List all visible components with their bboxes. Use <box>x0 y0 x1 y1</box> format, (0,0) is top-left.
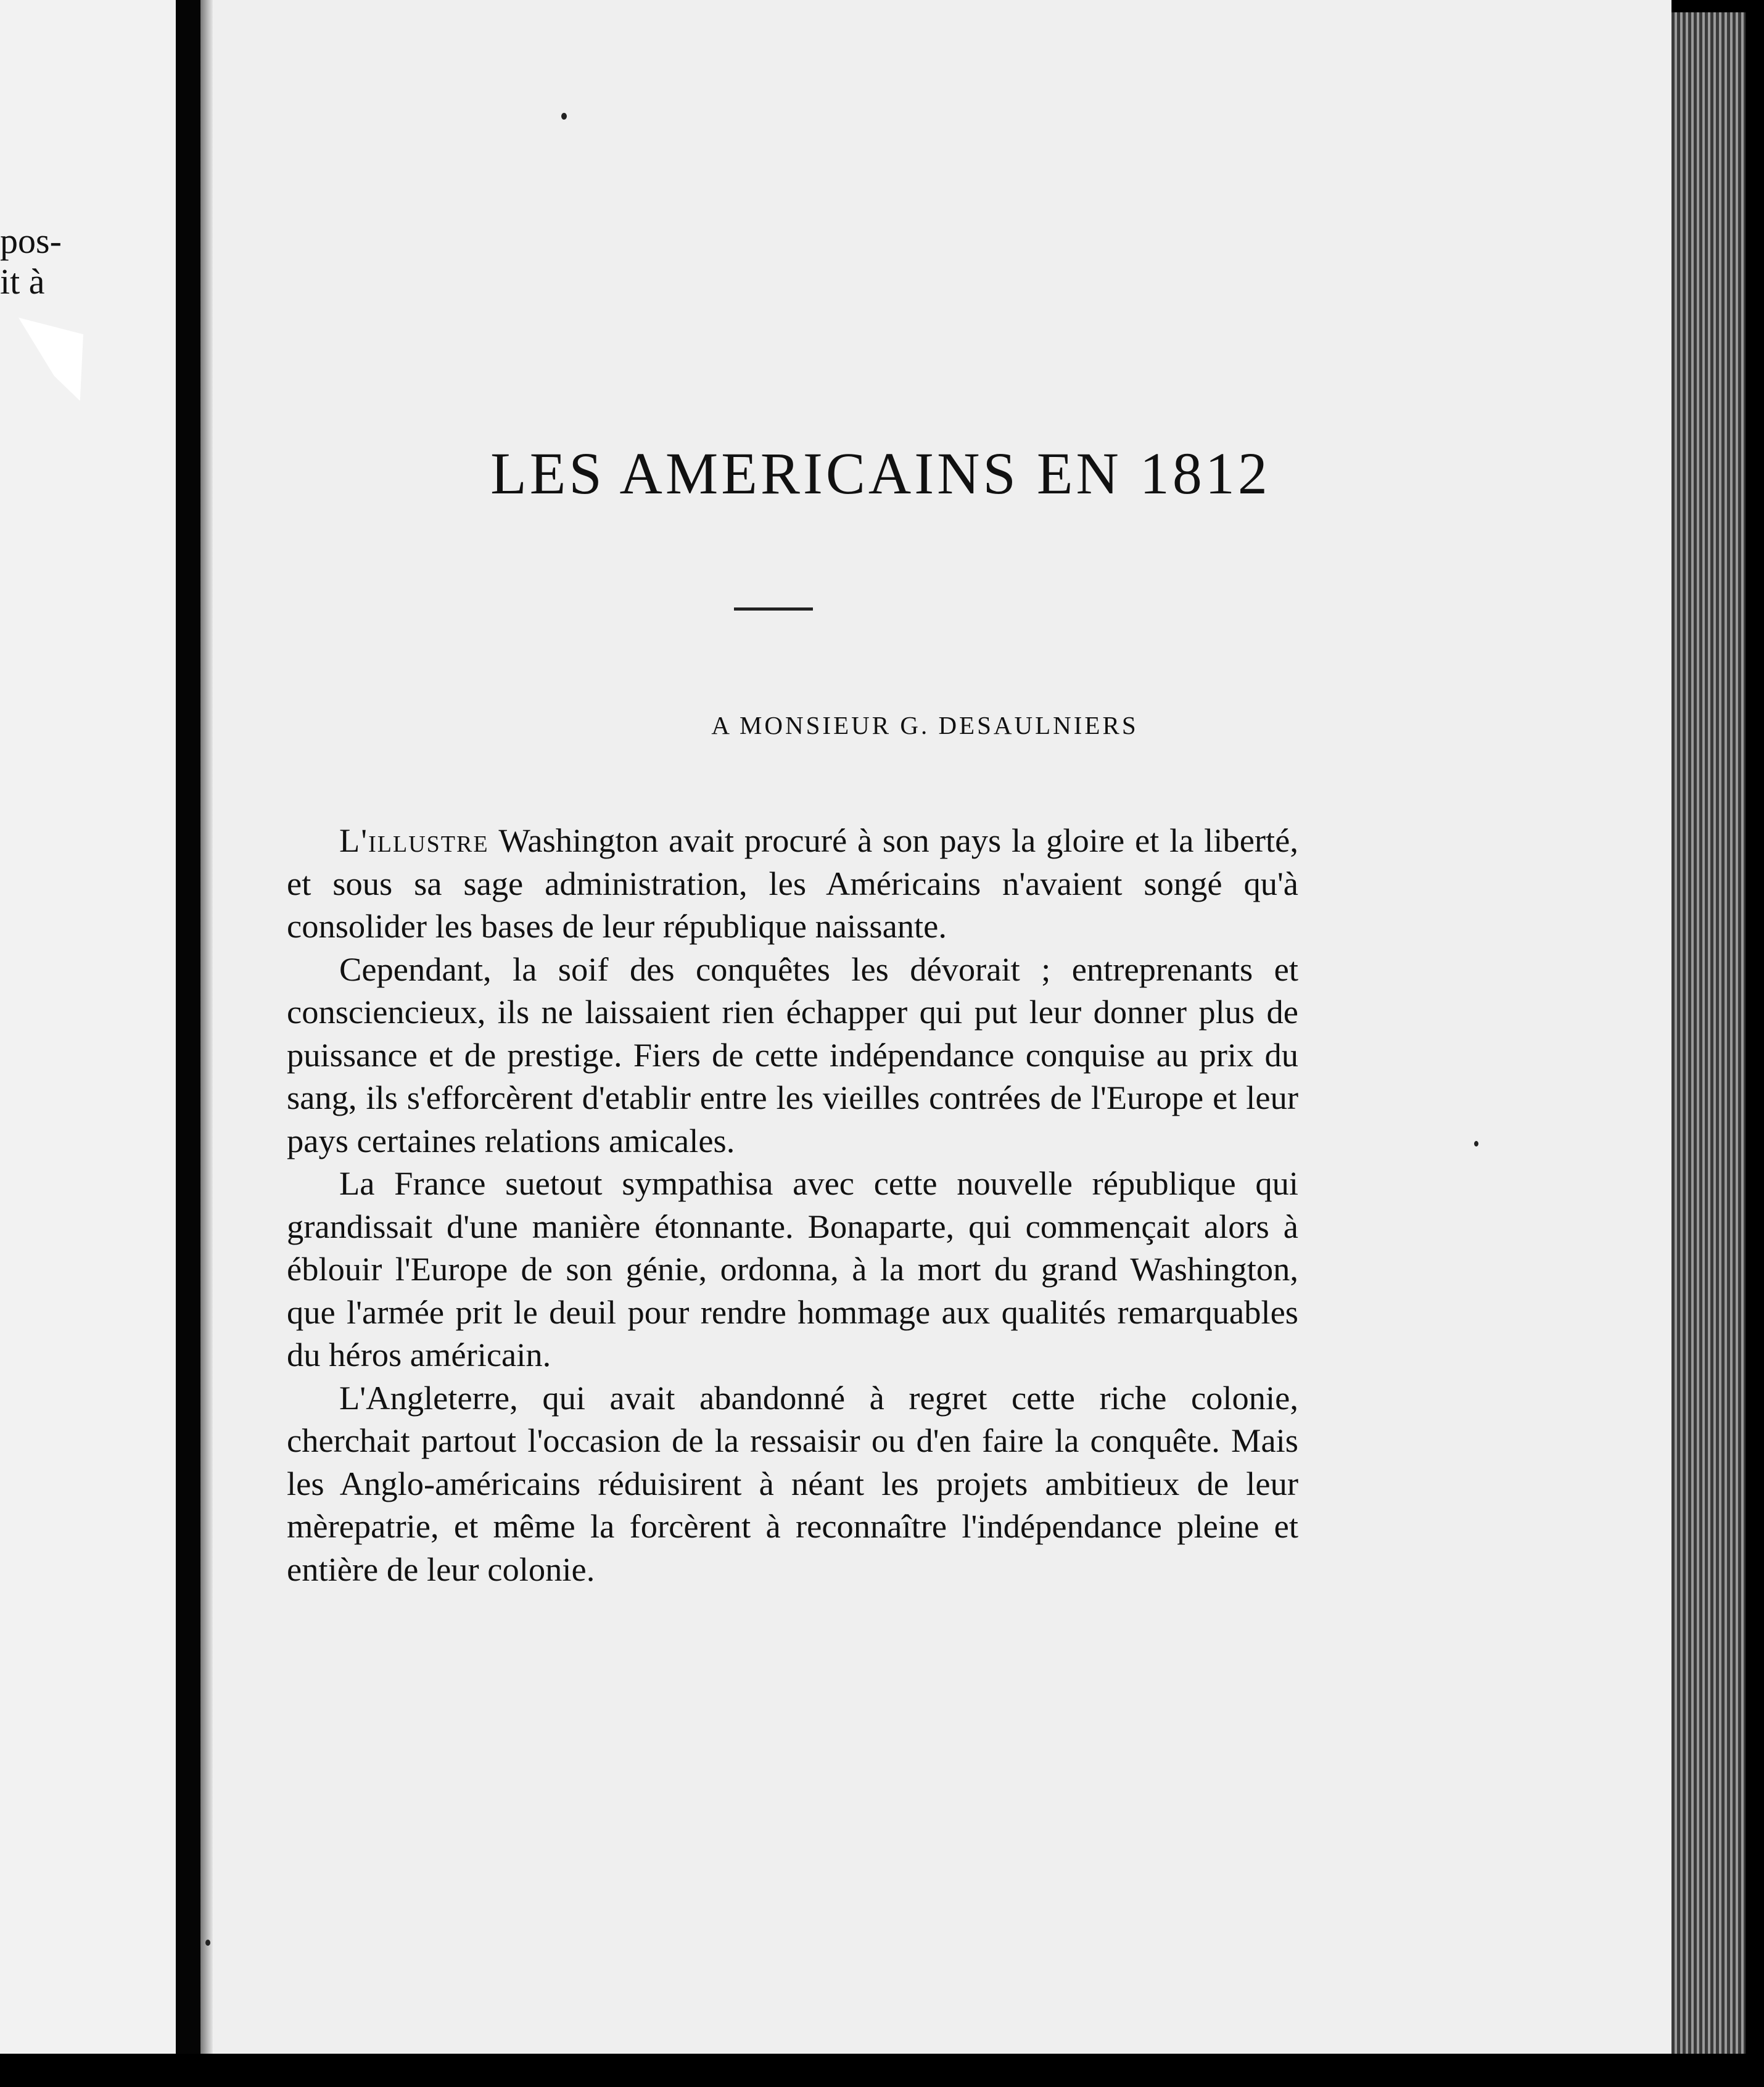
book-gutter <box>176 0 200 2087</box>
gutter-shadow <box>200 0 213 2087</box>
body-text <box>287 819 1298 1591</box>
chapter-title: LES AMERICAINS EN 1812 <box>490 440 1271 506</box>
paragraph: Cependant, la soif des conquêtes les dévorait ; entreprenants et consciencieux, ils ne laissaient rien échapper qui put leur donner plus de puissance et de prestige. Fiers de cette indépendance conquise au prix du sang, ils s'efforcèrent d'etablir entre les vieilles contrées de l'Europe et leur pays certaines relations amicales. <box>287 950 1298 1159</box>
previous-page-fragment: pos- <box>0 221 62 261</box>
previous-page-fragment: it à <box>0 261 45 302</box>
ink-speck <box>1474 1141 1478 1146</box>
lead-word: L'illustre <box>339 821 489 859</box>
ink-speck <box>561 113 567 120</box>
page-edges-stack <box>1671 12 1745 2054</box>
previous-page-edge <box>0 0 176 2087</box>
paragraph <box>287 819 1298 948</box>
scan-bottom-border <box>0 2054 1764 2087</box>
scan-artifact <box>19 318 83 401</box>
ink-speck <box>205 1940 210 1946</box>
dedication: A MONSIEUR G. DESAULNIERS <box>711 711 1139 739</box>
paragraph: L'Angleterre, qui avait abandonné à regret cette riche colonie, cherchait partout l'occasion de la ressaisir ou d'en faire la conquête. Mais les Anglo-américains réduisirent à néant les projets ambitieux de leur mèrepatrie, et même la forcèrent à reconnaître l'indépendance pleine et entière de leur colonie. <box>287 1378 1298 1588</box>
paragraph-text: Washington avait procuré à son pays la gloire et la liberté, et sous sa sage administration, les Américains n'avaient songé qu'à consolider les bases de leur république naissante. <box>287 821 1298 945</box>
title-rule <box>734 607 813 611</box>
book-page <box>213 0 1671 2054</box>
paragraph: La France suetout sympathisa avec cette nouvelle république qui grandissait d'une manière étonnante. Bonaparte, qui commençait alors à éblouir l'Europe de son génie, ordonna, à la mort du grand Washington, que l'armée prit le deuil pour rendre hommage aux qualités remarquables du héros américain. <box>287 1164 1298 1373</box>
